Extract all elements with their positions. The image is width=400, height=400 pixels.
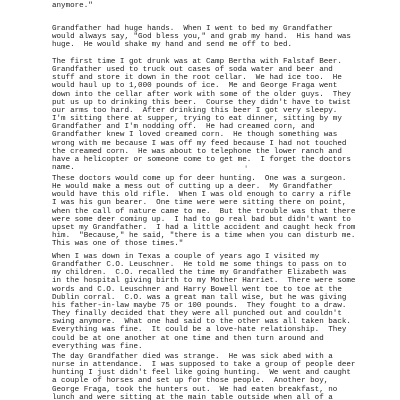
paragraph-grandfather-died: The day Grandfather died was strange. He was sick abed with a nurse in attendance. I was supposed to take a group of people deer hunting I just didn't feel like going hunting. We went and caught a couple of horses and set up for those people. Another boy, George Fraga, took the hunters out. We had eaten breakfast, no lunch and were sitting at the main table outside when all of a [52,353,356,400]
paragraph-texas-visit: When I was down in Texas a couple of years ago I visited my Grandfather C.O. Leuschner. He told me some things to pass on to my children. C.O. recalled the time my Grandfather Elizabeth was in the hospital giving birth to my Mother Harriet. There were some words and C.O. Leuschner and Harry Bowell went toe to toe at the Dublin corral. C.O. was a great man tall wise, but he was giving his father-in-law maybe 75 or 100 pounds. They fought to a draw. They finally decided that they were all punched out and couldn't swing anymore. What one had said to the other was all taken back. Everything was fine. It could be a love-hate relationship. They could be at one another at one time and then turn around and everything was fine. [52,253,356,351]
paragraph-deer-hunting: These doctors would come up for deer hunting. One was a surgeon. He would make a mess out of cutting up a deer. My Grandfather would have this old rifle. When I was old enough to carry a rifle I was his gun bearer. One time were were sitting there on point, when the call of nature came to me. But the trouble was that there were some deer coming up. I had to go real bad but didn't want to upset my Grandfather. I had a little accident and caught heck from him. "Because," he said, "there is a time when you can disturb me. This was one of those times." [52,175,356,249]
stray-mark: ' [244,166,249,174]
paragraph-camp-bertha: The first time I got drunk was at Camp Bertha with Falstaf Beer. Grandfather used to truck out cases of soda water and beer and stuff and store it down in the root cellar. We had ice too. He would haul up to 1,000 pounds of ice. Me and George Fraga went down into the cellar after work with some of the older guys. They put us up to drinking this beer. Course they didn't have to twist our arms too hard. After drinking this beer I got very sleepy. I'm sitting there at supper, trying to eat dinner, sitting by my Grandfather and I'm nodding off. He had creamed corn, and Grandfather knew I loved creamed corn. He though something was wrong with me because I was off my feed because I had not touched the creamed corn. He was about to telephone the lower ranch and have a helicopter or someone come to get me. I forget the doctors name. [52,58,351,173]
paragraph-continuation: anymore." [52,2,93,10]
paragraph-grandfather-hands: Grandfather had huge hands. When I went to bed my Grandfather would always say, "God bless you," and grab my hand. His hand was huge. He would shake my hand and send me off to bed. [52,25,351,50]
